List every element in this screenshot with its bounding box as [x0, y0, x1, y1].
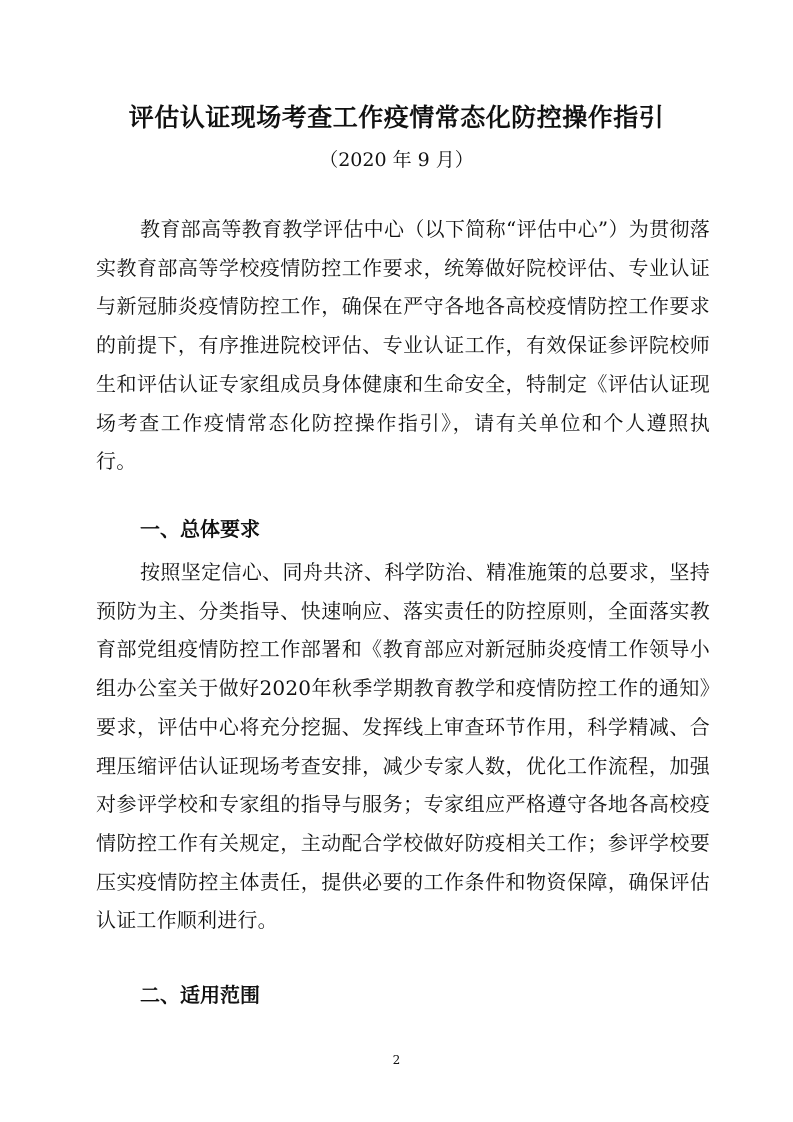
document-title: 评估认证现场考查工作疫情常态化防控操作指引 — [128, 103, 665, 132]
page-number: 2 — [392, 1053, 401, 1067]
document-date: （2020 年 9 月） — [319, 149, 474, 171]
intro-paragraph: 教育部高等教育教学评估中心（以下简称“评估中心”）为贯彻落实教育部高等学校疫情防控工作要求，统筹做好院校评估、专业认证与新冠肺炎疫情防控工作，确保在严守各地各高校疫情防控工作要求的前提下，有序推进院校评估、专业认证工作，有效保证参评院校师生和评估认证专家组成员身体健康和生命安全，特制定《评估认证现场考查工作疫情常态化防控操作指引》，请有关单位和个人遵照执行。 — [96, 217, 710, 474]
section-heading-general-requirements: 一、总体要求 — [140, 517, 260, 541]
section-heading-scope: 二、适用范围 — [140, 983, 260, 1007]
intro-section — [96, 210, 710, 481]
general-requirements-section — [96, 553, 710, 940]
general-requirements-paragraph: 按照坚定信心、同舟共济、科学防治、精准施策的总要求，坚持预防为主、分类指导、快速响应、落实责任的防控原则，全面落实教育部党组疫情防控工作部署和《教育部应对新冠肺炎疫情工作领导小组办公室关于做好2020年秋季学期教育教学和疫情防控工作的通知》要求，评估中心将充分挖掘、发挥线上审查环节作用，科学精减、合理压缩评估认证现场考查安排，减少专家人数，优化工作流程，加强对参评学校和专家组的指导与服务；专家组应严格遵守各地各高校疫情防控工作有关规定，主动配合学校做好防疫相关工作；参评学校要压实疫情防控主体责任，提供必要的工作条件和物资保障，确保评估认证工作顺利进行。 — [96, 560, 710, 933]
